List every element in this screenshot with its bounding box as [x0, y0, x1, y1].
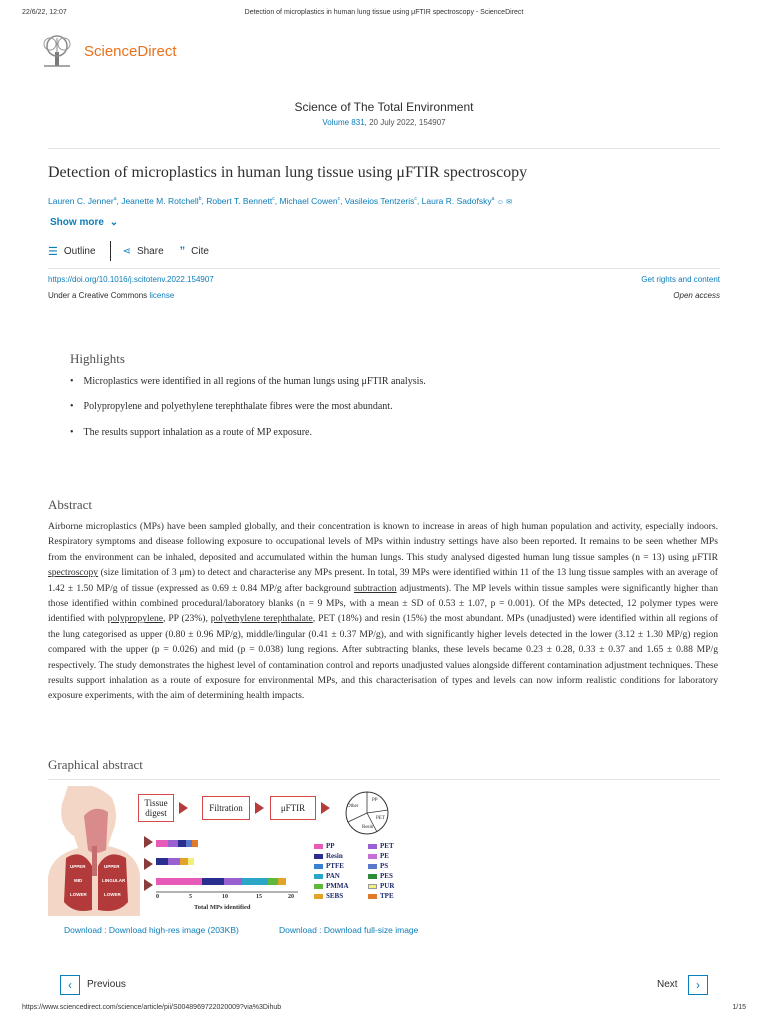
bar-segment: [168, 858, 180, 865]
tick-label: 15: [256, 894, 262, 900]
tick-label: 10: [222, 894, 228, 900]
next-arrow-icon[interactable]: ›: [688, 975, 708, 995]
legend-item: PP: [314, 842, 335, 850]
highlight-item: • Microplastics were identified in all regions of the human lungs using μFTIR analysis.: [70, 376, 426, 387]
author-link[interactable]: Jeanette M. Rotchell: [121, 196, 199, 206]
print-url: https://www.sciencedirect.com/science/article/pii/S0048969722020009?via%3Dihub: [22, 1004, 282, 1011]
legend-item: PAN: [314, 872, 340, 880]
tick-label: 5: [189, 894, 192, 900]
legend-item: PE: [368, 852, 389, 860]
arrow-right-icon: [179, 802, 188, 814]
step-box: Tissue digest: [138, 794, 174, 822]
print-page-title: Detection of microplastics in human lung tissue using μFTIR spectroscopy - ScienceDirect: [244, 9, 524, 16]
previous-arrow-icon[interactable]: ‹: [60, 975, 80, 995]
pie-label: PP: [372, 798, 378, 803]
bar-segment: [224, 878, 242, 885]
arrow-right-icon: [255, 802, 264, 814]
license-line: Under a Creative Commons license: [48, 291, 175, 300]
author-list: Lauren C. Jenner$^a$, Jeanette M. Rotchell$^b$, Robert T. Bennett$^c$, Michael Cowen$^c$, Vasileios Tentzeris$^c$, Laura R. Sadofsky$^a$ ☺ ✉: [48, 196, 513, 206]
person-icon[interactable]: ☺: [496, 199, 504, 206]
legend-item: PES: [368, 872, 393, 880]
journal-volume: Volume 831, 20 July 2022, 154907: [322, 118, 446, 127]
pie-label: Resin: [362, 825, 374, 830]
tick-label: 20: [288, 894, 294, 900]
article-toolbar: [48, 240, 209, 262]
bar-segment: [268, 878, 278, 885]
share-button[interactable]: ⋖ Share: [122, 245, 164, 257]
volume-link[interactable]: Volume 831: [322, 118, 365, 127]
glossary-link[interactable]: polyethylene terephthalate: [210, 613, 313, 625]
outline-button[interactable]: ☰ Outline: [48, 245, 96, 258]
open-access-label: Open access: [673, 291, 720, 300]
toolbar-divider: [110, 241, 111, 261]
lung-label: LINGULAR: [102, 878, 126, 883]
next-link[interactable]: Next: [657, 979, 678, 990]
bar-segment: [156, 840, 168, 847]
bar-segment: [178, 840, 186, 847]
step-box: Filtration: [202, 796, 250, 820]
author-link[interactable]: Robert T. Bennett: [206, 196, 273, 206]
download-high-res-link[interactable]: Download : Download high-res image (203KB): [64, 925, 239, 935]
arrow-right-icon: [321, 802, 330, 814]
bar-segment: [156, 878, 202, 885]
lung-label: LOWER: [104, 892, 121, 897]
lung-label: LOWER: [70, 892, 87, 897]
bar-segment: [186, 840, 192, 847]
highlight-item: • The results support inhalation as a route of MP exposure.: [70, 427, 312, 438]
divider: [48, 779, 720, 780]
doi-link[interactable]: https://doi.org/10.1016/j.scitotenv.2022.154907: [48, 275, 214, 284]
divider: [48, 148, 720, 149]
step-box: μFTIR: [270, 796, 316, 820]
legend-item: PUR: [368, 882, 394, 890]
share-icon: ⋖: [122, 245, 131, 257]
highlight-item: • Polypropylene and polyethylene terephthalate fibres were the most abundant.: [70, 401, 393, 412]
human-lungs-illustration: [48, 786, 140, 916]
print-datetime: 22/6/22, 12:07: [22, 9, 67, 16]
author-link[interactable]: Vasileios Tentzeris: [344, 196, 415, 206]
bar-upper: [156, 840, 198, 847]
sciencedirect-logo[interactable]: ScienceDirect: [84, 43, 177, 60]
previous-link[interactable]: Previous: [87, 979, 126, 990]
pie-label: PET: [376, 816, 385, 821]
article-title: Detection of microplastics in human lung tissue using μFTIR spectroscopy: [48, 164, 528, 181]
bar-segment: [278, 878, 286, 885]
author-link[interactable]: Michael Cowen: [279, 196, 338, 206]
legend-item: PMMA: [314, 882, 349, 890]
license-link[interactable]: license: [149, 291, 175, 300]
bar-segment: [180, 858, 188, 865]
print-page-number: 1/15: [732, 1004, 746, 1011]
bar-segment: [188, 858, 194, 865]
divider: [48, 268, 720, 269]
show-more-button[interactable]: Show more ⌄: [50, 217, 119, 228]
bar-mid: [156, 858, 194, 865]
glossary-link[interactable]: subtraction: [353, 582, 397, 594]
lung-label: UPPER: [70, 864, 86, 869]
bar-segment: [156, 858, 168, 865]
legend-item: TPE: [368, 892, 394, 900]
abstract-body: Airborne microplastics (MPs) have been sampled globally, and their concentration is known to increase in areas of high human population and activity, especially indoors. Respiratory symptoms and disease following exposure to occupational levels of MPs within industry settings have also been reported. It remains to be seen whether MPs from the environment can be inhaled, deposited and accumulated within the human lungs. This study analysed digested human lung tissue samples (n = 13) using μFTIR spectroscopy (size limitation of 3 μm) to detect and characterise any MPs present. In total, 39 MPs were identified within 11 of the 13 lung tissue samples with an average of 1.42 ± 1.50 MP/g of tissue (expressed as 0.69 ± 0.84 MP/g after background subtraction adjustments). The MP levels within tissue samples were significantly higher than those identified within combined procedural/laboratory blanks (n = 9 MPs, with a mean ± SD of 0.53 ± 1.07, p = 0.001). Of the MPs detected, 12 polymer types were identified with polypropylene, PP (23%), polyethylene terephthalate, PET (18%) and resin (15%) the most abundant. MPs (unadjusted) were identified within all regions of the lung categorised as upper (0.80 ± 0.96 MP/g), middle/lingular (0.41 ± 0.37 MP/g), and with significantly higher levels detected in the lower (3.12 ± 1.30 MP/g) region compared with the upper (p = 0.026) and mid (p = 0.038) lung regions. After subtracting blanks, these levels became 0.23 ± 0.28, 0.33 ± 0.37 and 1.65 ± 0.88 MP/g respectively. The study demonstrates the highest level of contamination control and reports unadjusted values alongside different contamination adjustment techniques. These results support inhalation as a route of exposure for environmental MPs, and this characterisation of types and levels can now inform realistic conditions for laboratory exposure experiments, with the aim of determining health impacts.: [48, 521, 719, 702]
axis-label: Total MPs identified: [194, 904, 251, 911]
lung-label: UPPER: [104, 864, 120, 869]
pie-label: Other: [347, 804, 359, 809]
legend-item: SEBS: [314, 892, 343, 900]
bar-lower: [156, 878, 286, 885]
rights-link[interactable]: Get rights and content: [641, 275, 720, 284]
abstract-heading: Abstract: [48, 497, 93, 512]
email-icon[interactable]: ✉: [506, 199, 513, 206]
graphical-abstract-heading: Graphical abstract: [48, 757, 143, 772]
bar-segment: [192, 840, 198, 847]
legend-item: PET: [368, 842, 394, 850]
bar-segment: [202, 878, 224, 885]
chevron-down-icon: ⌄: [109, 217, 119, 228]
highlights-heading: Highlights: [70, 351, 125, 366]
author-link[interactable]: Laura R. Sadofsky: [421, 196, 492, 206]
bar-segment: [168, 840, 178, 847]
glossary-link[interactable]: spectroscopy: [48, 567, 99, 579]
graphical-abstract-image[interactable]: [48, 786, 420, 916]
glossary-link[interactable]: polypropylene: [107, 613, 164, 625]
bar-segment: [242, 878, 268, 885]
legend-item: PTFE: [314, 862, 344, 870]
download-full-size-link[interactable]: Download : Download full-size image: [279, 925, 419, 935]
quote-icon: ”: [179, 245, 186, 257]
elsevier-tree-logo[interactable]: [36, 34, 78, 73]
legend-item: Resin: [314, 852, 343, 860]
journal-name[interactable]: Science of The Total Environment: [294, 100, 474, 114]
author-link[interactable]: Lauren C. Jenner: [48, 196, 114, 206]
lung-label: MID: [74, 878, 83, 883]
tick-label: 0: [156, 894, 159, 900]
list-icon: ☰: [48, 245, 58, 258]
legend-item: PS: [368, 862, 388, 870]
cite-button[interactable]: ” Cite: [179, 245, 209, 257]
